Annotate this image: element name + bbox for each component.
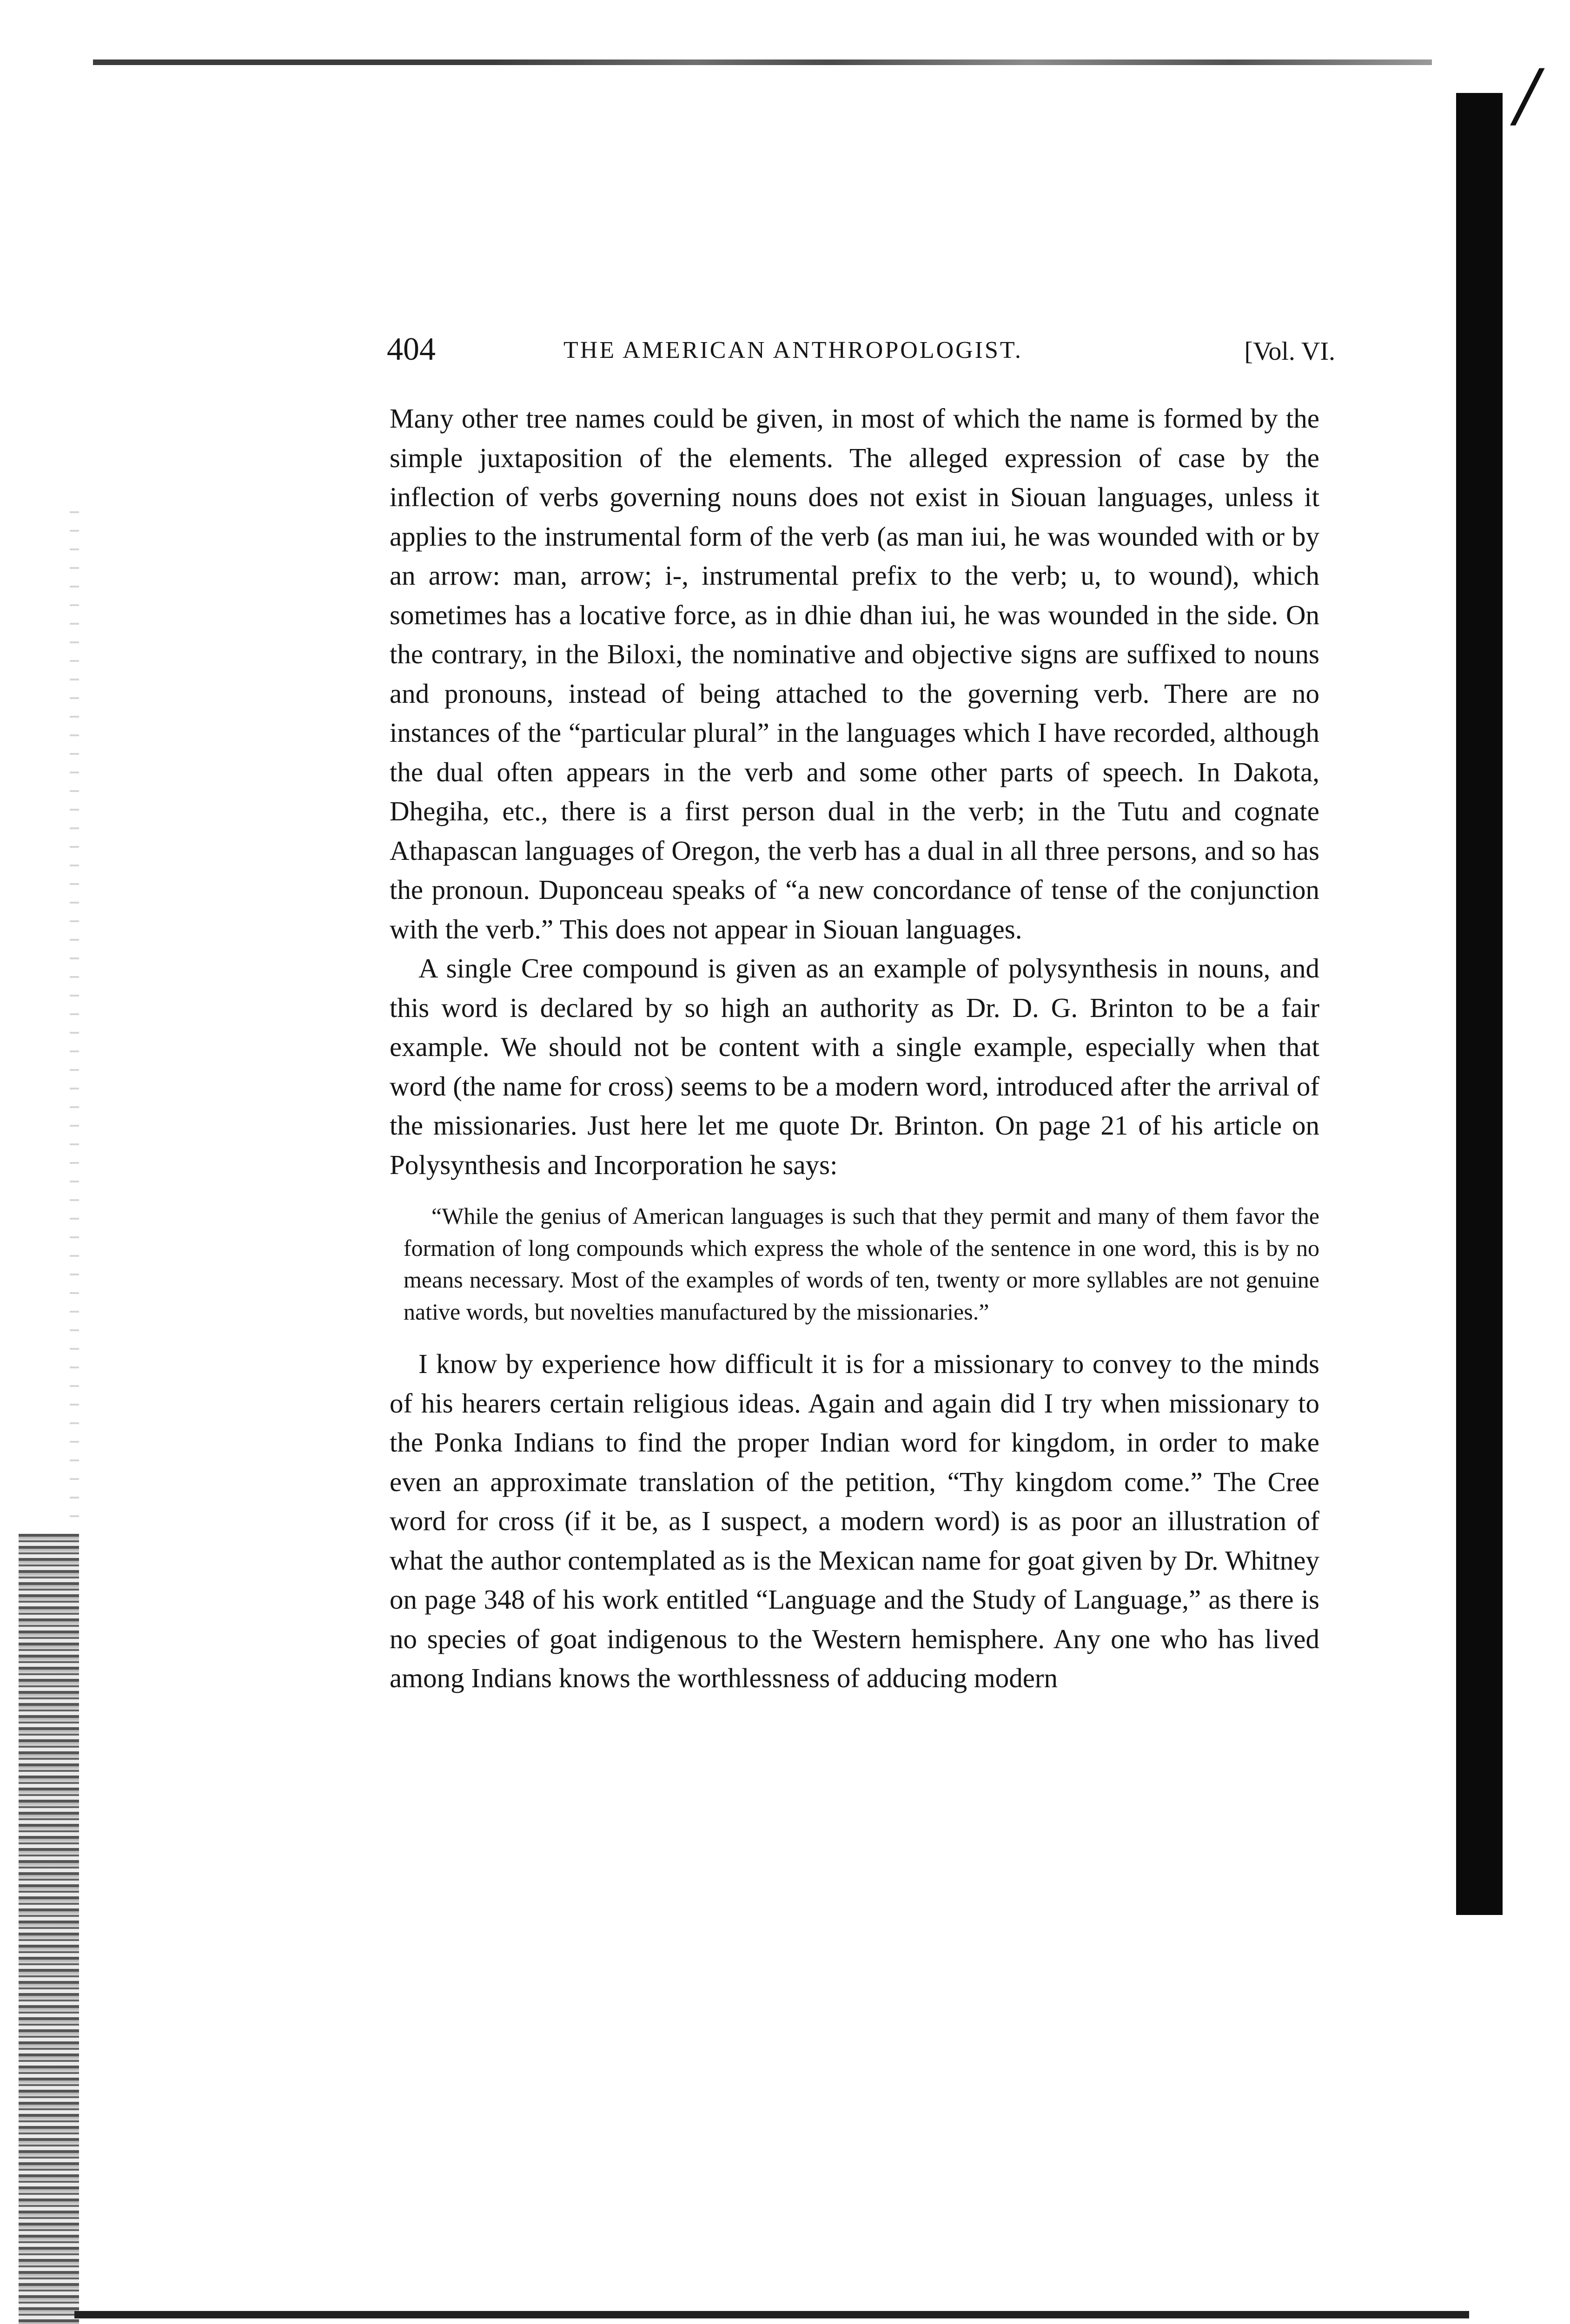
scan-corner-mark: / xyxy=(1516,55,1539,136)
paragraph-missionary-experience: I know by experience how difficult it is for a missionary to convey to the minds of his hearers certain religious ideas. Again and again did I try when missionary to the Ponka Indians to find the proper Indian word for kingdom, in order to make even an approximate translation of the petition, “Thy kingdom come.” The Cree word for cross (if it be, as I suspect, a modern word) is as poor an illustration of what the author contemplated as is the Mexican name for goat given by Dr. Whitney on page 348 of his work entitled “Language and the Study of Language,” as there is no species of goat indigenous to the Western hemisphere. Any one who has lived among Indians knows the worthlessness of adducing modern xyxy=(390,1348,1319,1693)
block-quote-brinton: “While the genius of American languages is such that they permit and many of them favor the formation of long compounds which express the whole of the sentence in one word, this is by no means necessary. Most of the examples of words of ten, twenty or more syllables are not genuine native words, but novelties manufactured by the missionaries.” xyxy=(404,1203,1319,1325)
scan-left-edge-marks xyxy=(70,511,79,1534)
journal-title: THE AMERICAN ANTHROPOLOGIST. xyxy=(563,337,1023,363)
scan-top-rule xyxy=(93,59,1432,65)
scan-left-edge-strip xyxy=(19,1534,79,2324)
article-body xyxy=(390,399,1319,1698)
running-head xyxy=(387,331,1335,373)
page-number: 404 xyxy=(387,331,436,367)
scan-bottom-rule xyxy=(74,2311,1469,2318)
scan-binding-shadow xyxy=(1456,93,1503,1915)
volume-label: [Vol. VI. xyxy=(1244,337,1335,366)
paragraph-cree-compound: A single Cree compound is given as an example of polysynthesis in nouns, and this word is declared by so high an authority as Dr. D. G. Brinton to be a fair example. We should not be content with a single example, especially when that word (the name for cross) seems to be a modern word, introduced after the arrival of the missionaries. Just here let me quote Dr. Brinton. On page 21 of his article on Polysynthesis and Incorporation he says: xyxy=(390,953,1319,1180)
paragraph-tree-names: Many other tree names could be given, in most of which the name is formed by the simple juxtaposition of the elements. The alleged expression of case by the inflection of verbs governing nouns does not exist in Siouan languages, unless it applies to the instrumental form of the verb (as man iui, he was wounded with or by an arrow: man, arrow; i-, instrumental prefix to the verb; u, to wound), which sometimes has a locative force, as in dhie dhan iui, he was wounded in the side. On the contrary, in the Biloxi, the nominative and objective signs are suffixed to nouns and pronouns, instead of being attached to the governing verb. There are no instances of the “particular plural” in the languages which I have recorded, although the dual often appears in the verb and some other parts of speech. In Dakota, Dhegiha, etc., there is a first person dual in the verb; in the Tutu and cognate Athapascan languages of Oregon, the verb has a dual in all three persons, and so has the pronoun. Duponceau speaks of “a new concordance of tense of the conjunction with the verb.” This does not appear in Siouan languages. xyxy=(390,403,1319,944)
